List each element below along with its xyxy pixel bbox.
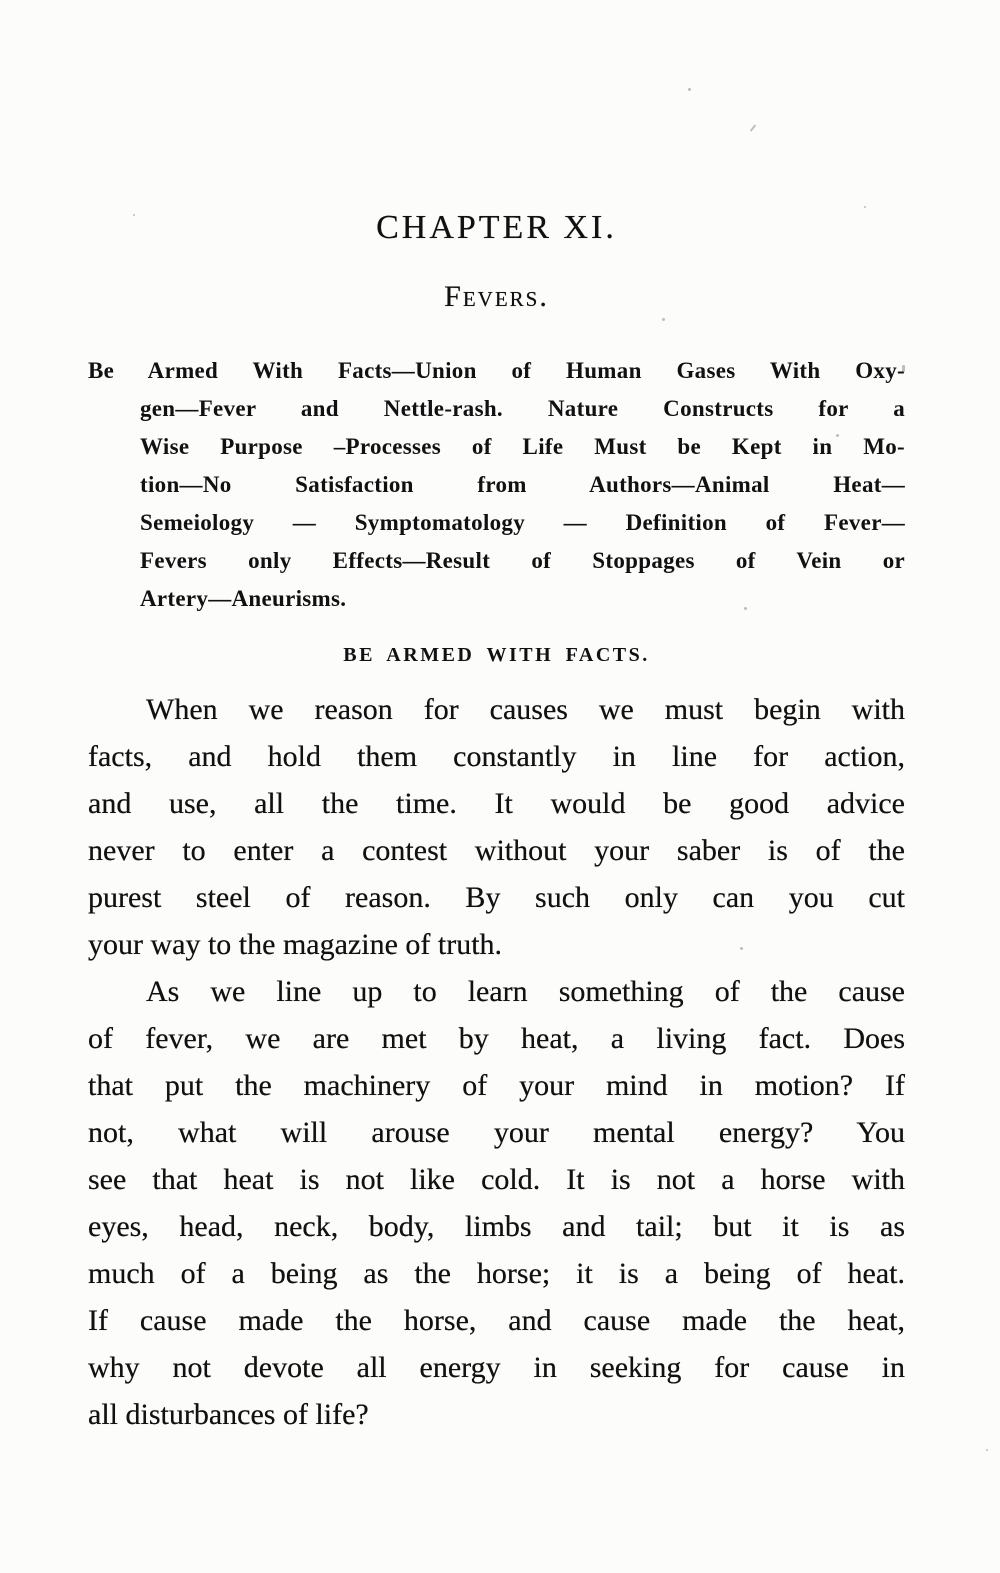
text-line: and use, all the time. It would be good advice [88, 787, 905, 820]
text-line: Be Armed With Facts—Union of Human Gases With Oxy- [88, 358, 905, 383]
text-line: of fever, we are met by heat, a living fact. Does [88, 1022, 905, 1055]
scan-speck [986, 1449, 988, 1451]
chapter-summary [88, 352, 905, 618]
text-line: If cause made the horse, and cause made the heat, [88, 1304, 905, 1337]
text-line: your way to the magazine of truth. [88, 928, 503, 961]
chapter-title: CHAPTER XI. [376, 209, 617, 246]
chapter-subtitle: Fevers. [444, 280, 549, 313]
text-line: tion—No Satisfaction from Authors—Animal Heat— [140, 472, 905, 497]
text-line: As we line up to learn something of the cause [146, 975, 905, 1008]
paragraph-2 [88, 968, 905, 1438]
text-line: Wise Purpose –Processes of Life Must be Kept in Mo- [140, 434, 905, 459]
text-line: purest steel of reason. By such only can you cut [88, 881, 905, 914]
text-line: facts, and hold them constantly in line for action, [88, 740, 905, 773]
text-line: not, what will arouse your mental energy? You [88, 1116, 905, 1149]
paragraph-1 [88, 686, 905, 968]
text-line: never to enter a contest without your saber is of the [88, 834, 905, 867]
text-line: all disturbances of life? [88, 1398, 369, 1431]
text-line: Artery—Aneurisms. [140, 586, 347, 611]
text-line: much of a being as the horse; it is a being of heat. [88, 1257, 905, 1290]
text-block [88, 0, 905, 1438]
text-line: eyes, head, neck, body, limbs and tail; but it is as [88, 1210, 905, 1243]
section-heading: BE ARMED WITH FACTS. [343, 644, 650, 666]
text-line: that put the machinery of your mind in motion? If [88, 1069, 905, 1102]
text-line: see that heat is not like cold. It is not a horse with [88, 1163, 905, 1196]
text-line: Semeiology — Symptomatology — Definition of Fever— [140, 510, 905, 535]
text-line: why not devote all energy in seeking for cause in [88, 1351, 905, 1384]
text-line: Fevers only Effects—Result of Stoppages of Vein or [140, 548, 905, 573]
text-line: gen—Fever and Nettle-rash. Nature Constructs for a [140, 396, 905, 421]
text-line: When we reason for causes we must begin with [146, 693, 905, 726]
